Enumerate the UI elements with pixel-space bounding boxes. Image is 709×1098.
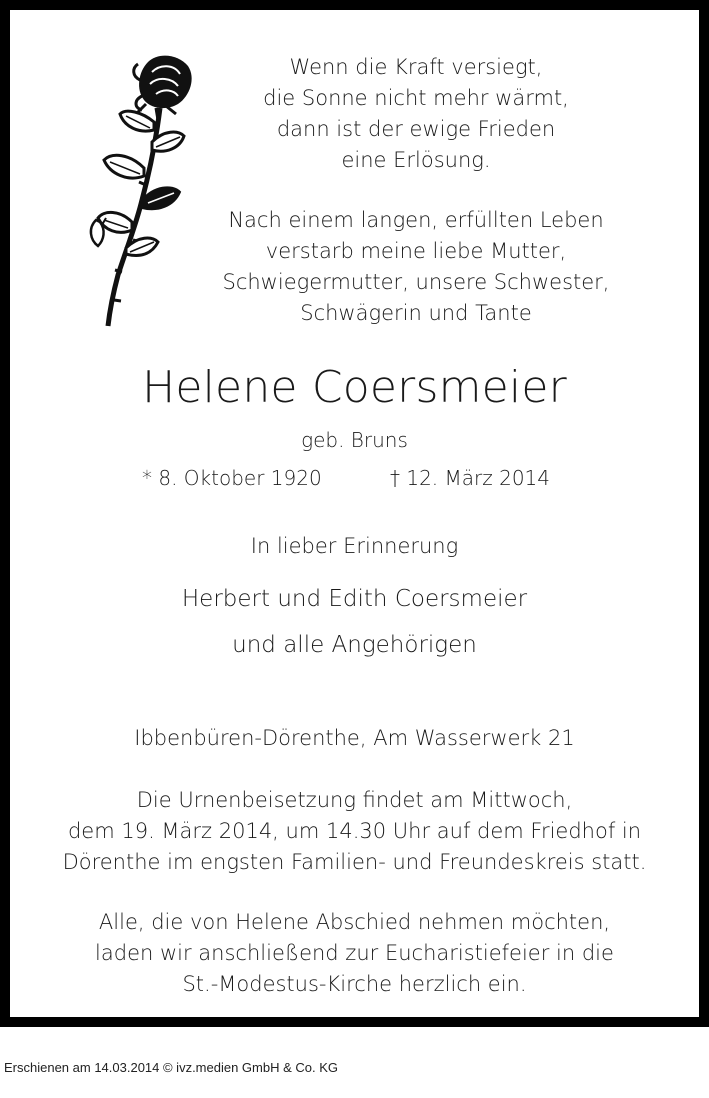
birth-date: * 8. Oktober 1920 xyxy=(142,466,322,490)
burial-line: dem 19. März 2014, um 14.30 Uhr auf dem Friedhof in xyxy=(67,819,642,843)
burial-line: Dörenthe im engsten Familien- und Freundeskreis statt. xyxy=(62,850,647,874)
invitation-line: laden wir anschließend zur Eucharistiefeier in die xyxy=(95,941,614,965)
memory-heading: In lieber Erinnerung xyxy=(250,534,459,558)
mourner-line: Herbert und Edith Coersmeier xyxy=(181,586,528,612)
address: Ibbenbüren-Dörenthe, Am Wasserwerk 21 xyxy=(134,726,575,750)
poem-line: eine Erlösung. xyxy=(341,148,491,172)
poem-line: die Sonne nicht mehr wärmt, xyxy=(263,86,569,110)
poem-line: Wenn die Kraft versiegt, xyxy=(289,55,543,79)
poem-line: Nach einem langen, erfüllten Leben xyxy=(228,208,604,232)
life-dates xyxy=(10,466,709,496)
publication-footer: Erschienen am 14.03.2014 © ivz.medien GmbH & Co. KG xyxy=(4,1060,339,1075)
burial-line: Die Urnenbeisetzung findet am Mittwoch, xyxy=(136,788,573,812)
invitation-line: St.-Modestus-Kirche herzlich ein. xyxy=(182,972,527,996)
poem-line: verstarb meine liebe Mutter, xyxy=(265,239,567,263)
death-date: † 12. März 2014 xyxy=(390,466,551,490)
birth-name: geb. Bruns xyxy=(301,428,408,452)
deceased-name: Helene Coersmeier xyxy=(142,362,567,413)
mourner-line: und alle Angehörigen xyxy=(232,632,477,658)
poem-line: dann ist der ewige Frieden xyxy=(276,117,556,141)
poem-line: Schwiegermutter, unsere Schwester, xyxy=(222,270,610,294)
invitation-line: Alle, die von Helene Abschied nehmen möchten, xyxy=(98,910,611,934)
poem-line: Schwägerin und Tante xyxy=(300,301,532,325)
